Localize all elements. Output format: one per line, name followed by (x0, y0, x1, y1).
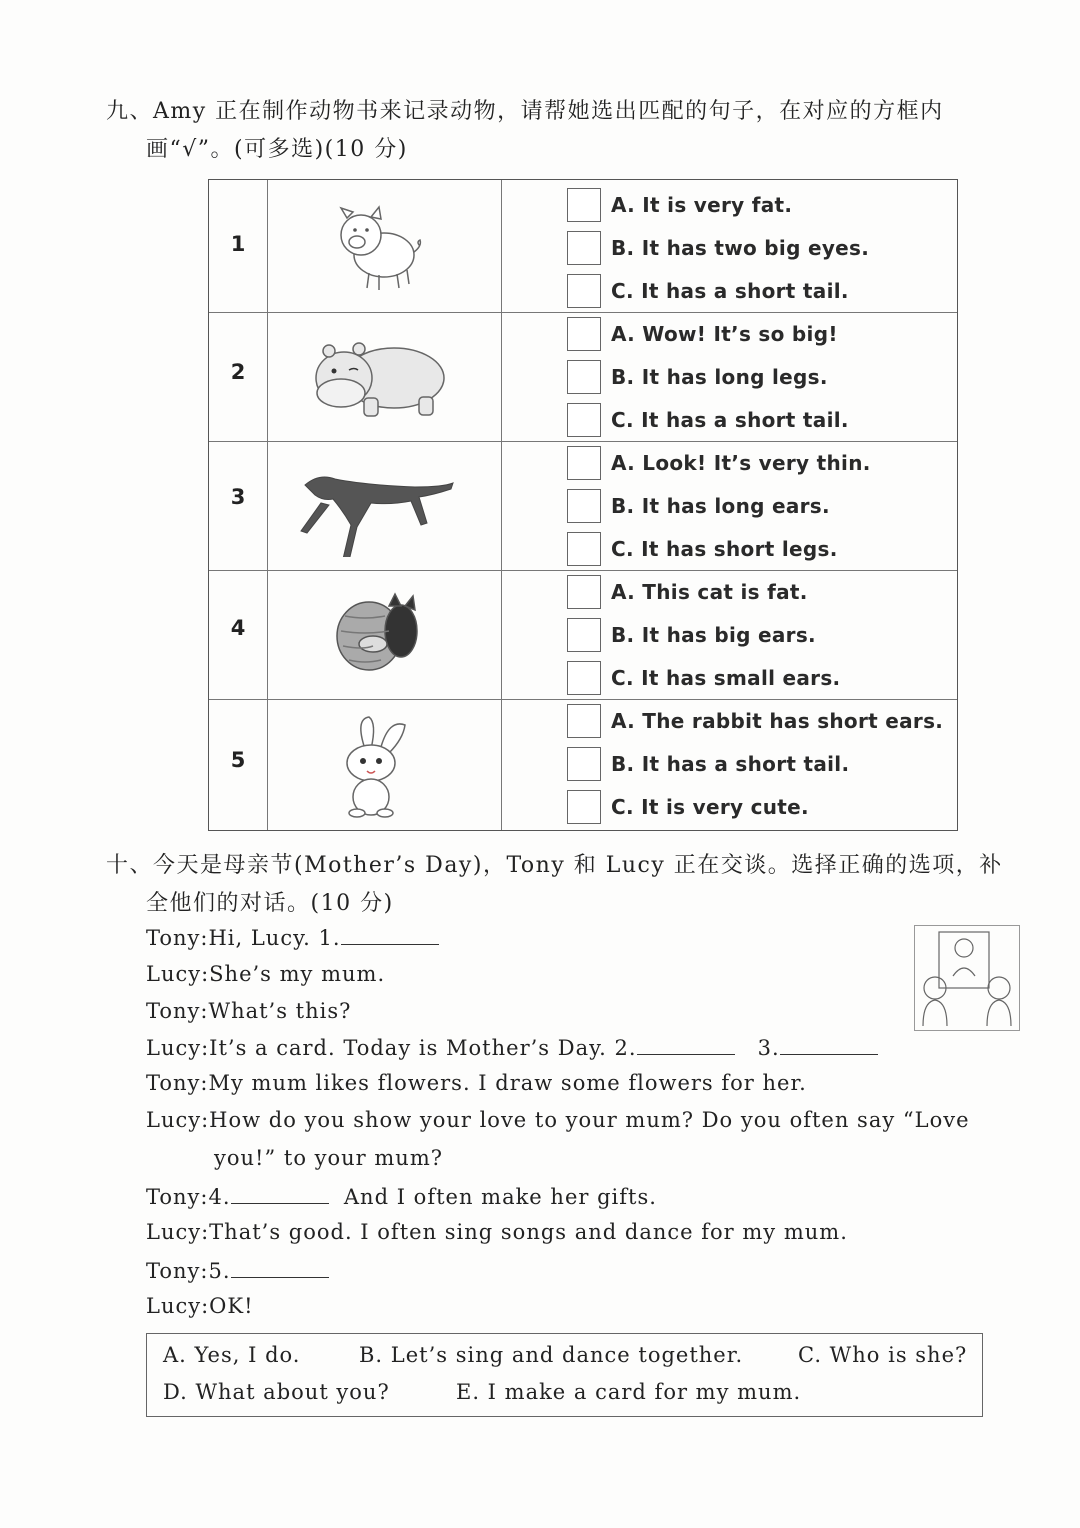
checkbox[interactable] (567, 489, 601, 523)
animal-matching-table (208, 179, 958, 831)
option-row (567, 702, 943, 740)
dialogue-text: Lucy:It’s a card. Today is Mother’s Day. 2. (146, 1036, 637, 1060)
row-number: 2 (230, 360, 246, 384)
section9-title-line2: 画“√”。(可多选)(10 分) (146, 137, 408, 162)
option-row (567, 530, 838, 568)
dialogue-line-continued (214, 1146, 443, 1170)
option-text: A. Wow! It’s so big! (611, 322, 838, 346)
option-text: A. It is very fat. (611, 193, 793, 217)
dialogue-text: Tony:5. (146, 1259, 231, 1283)
dialogue-text: Lucy:How do you show your love to your mum? Do you often say “Love (146, 1108, 970, 1132)
option-row (567, 573, 808, 611)
option-text: A. Look! It’s very thin. (611, 451, 871, 475)
option-text: C. It has small ears. (611, 666, 841, 690)
option-text: B. It has big ears. (611, 623, 816, 647)
option-row (567, 186, 792, 224)
option-text: A. The rabbit has short ears. (611, 709, 944, 733)
answer-blank-2[interactable] (637, 1034, 735, 1055)
dog-illustration (269, 457, 501, 557)
option-text: C. It has a short tail. (611, 279, 849, 303)
checkbox[interactable] (567, 188, 601, 222)
dialogue-text: Lucy:She’s my mum. (146, 962, 386, 986)
choice-d: D. What about you? (163, 1380, 390, 1404)
dialogue-text: 3. (757, 1036, 780, 1060)
option-row (567, 401, 849, 439)
option-text: B. It has long legs. (611, 365, 828, 389)
dialogue-line (146, 1220, 848, 1244)
option-row (567, 487, 830, 525)
dialogue-text: Tony:My mum likes flowers. I draw some flowers for her. (146, 1071, 807, 1095)
row-number: 1 (230, 232, 246, 256)
checkbox[interactable] (567, 532, 601, 566)
option-row (567, 229, 869, 267)
option-text: B. It has two big eyes. (611, 236, 870, 260)
row-number: 3 (230, 485, 246, 509)
dialogue-text: Tony:4. (146, 1185, 231, 1209)
option-text: B. It has a short tail. (611, 752, 850, 776)
checkbox[interactable] (567, 790, 601, 824)
option-text: C. It has a short tail. (611, 408, 849, 432)
dialogue-text: you!” to your mum? (214, 1146, 443, 1170)
dialogue-line (146, 1294, 254, 1318)
row-number: 5 (230, 748, 246, 772)
checkbox[interactable] (567, 446, 601, 480)
option-row (567, 444, 871, 482)
section10-title: 十、今天是母亲节(Mother’s Day)，Tony 和 Lucy 正在交谈。选择正确的选项，补 (106, 853, 1003, 878)
answer-blank-3[interactable] (780, 1034, 878, 1055)
checkbox[interactable] (567, 661, 601, 695)
option-row (567, 745, 849, 783)
option-text: C. It is very cute. (611, 795, 809, 819)
dialogue-line (146, 924, 439, 950)
option-row (567, 788, 809, 826)
option-row (567, 659, 840, 697)
checkbox[interactable] (567, 403, 601, 437)
rabbit-illustration (269, 715, 501, 820)
answer-blank-4[interactable] (231, 1183, 329, 1204)
dialogue-text: Lucy:OK! (146, 1294, 254, 1318)
section9-title: 九、Amy 正在制作动物书来记录动物，请帮她选出匹配的句子，在对应的方框内 (106, 99, 944, 124)
dialogue-line (146, 999, 351, 1023)
option-row (567, 272, 849, 310)
checkbox[interactable] (567, 575, 601, 609)
table-row (209, 700, 957, 832)
choice-e: E. I make a card for my mum. (456, 1380, 802, 1404)
option-text: C. It has short legs. (611, 537, 838, 561)
table-row (209, 571, 957, 700)
dialogue-line (146, 962, 385, 986)
section10-title-line2: 全他们的对话。(10 分) (146, 891, 394, 916)
checkbox[interactable] (567, 618, 601, 652)
pig-illustration (269, 200, 501, 295)
dialogue-line (146, 1071, 807, 1095)
dialogue-text: Tony:What’s this? (146, 999, 352, 1023)
hippo-illustration (269, 333, 501, 428)
dialogue-text: Lucy:That’s good. I often sing songs and dance for my mum. (146, 1220, 848, 1244)
checkbox[interactable] (567, 747, 601, 781)
table-row (209, 180, 957, 313)
answer-choices-box (146, 1333, 983, 1417)
dialogue-text: And I often make her gifts. (343, 1185, 657, 1209)
checkbox[interactable] (567, 274, 601, 308)
checkbox[interactable] (567, 317, 601, 351)
checkbox[interactable] (567, 360, 601, 394)
children-with-picture-illustration (914, 925, 1020, 1031)
option-text: B. It has long ears. (611, 494, 830, 518)
choice-a: A. Yes, I do. (163, 1343, 301, 1367)
row-number: 4 (230, 616, 246, 640)
dialogue-line (146, 1257, 329, 1283)
dialogue-line (146, 1034, 878, 1060)
dialogue-line (146, 1183, 657, 1209)
choice-c: C. Who is she? (798, 1343, 968, 1367)
checkbox[interactable] (567, 704, 601, 738)
cat-illustration (269, 586, 501, 686)
dialogue-text: Tony:Hi, Lucy. 1. (146, 926, 341, 950)
table-row (209, 313, 957, 442)
option-text: A. This cat is fat. (611, 580, 808, 604)
option-row (567, 315, 838, 353)
choice-b: B. Let’s sing and dance together. (359, 1343, 744, 1367)
answer-blank-1[interactable] (341, 924, 439, 945)
checkbox[interactable] (567, 231, 601, 265)
dialogue-line (146, 1108, 970, 1132)
table-row (209, 442, 957, 571)
answer-blank-5[interactable] (231, 1257, 329, 1278)
option-row (567, 616, 816, 654)
option-row (567, 358, 828, 396)
